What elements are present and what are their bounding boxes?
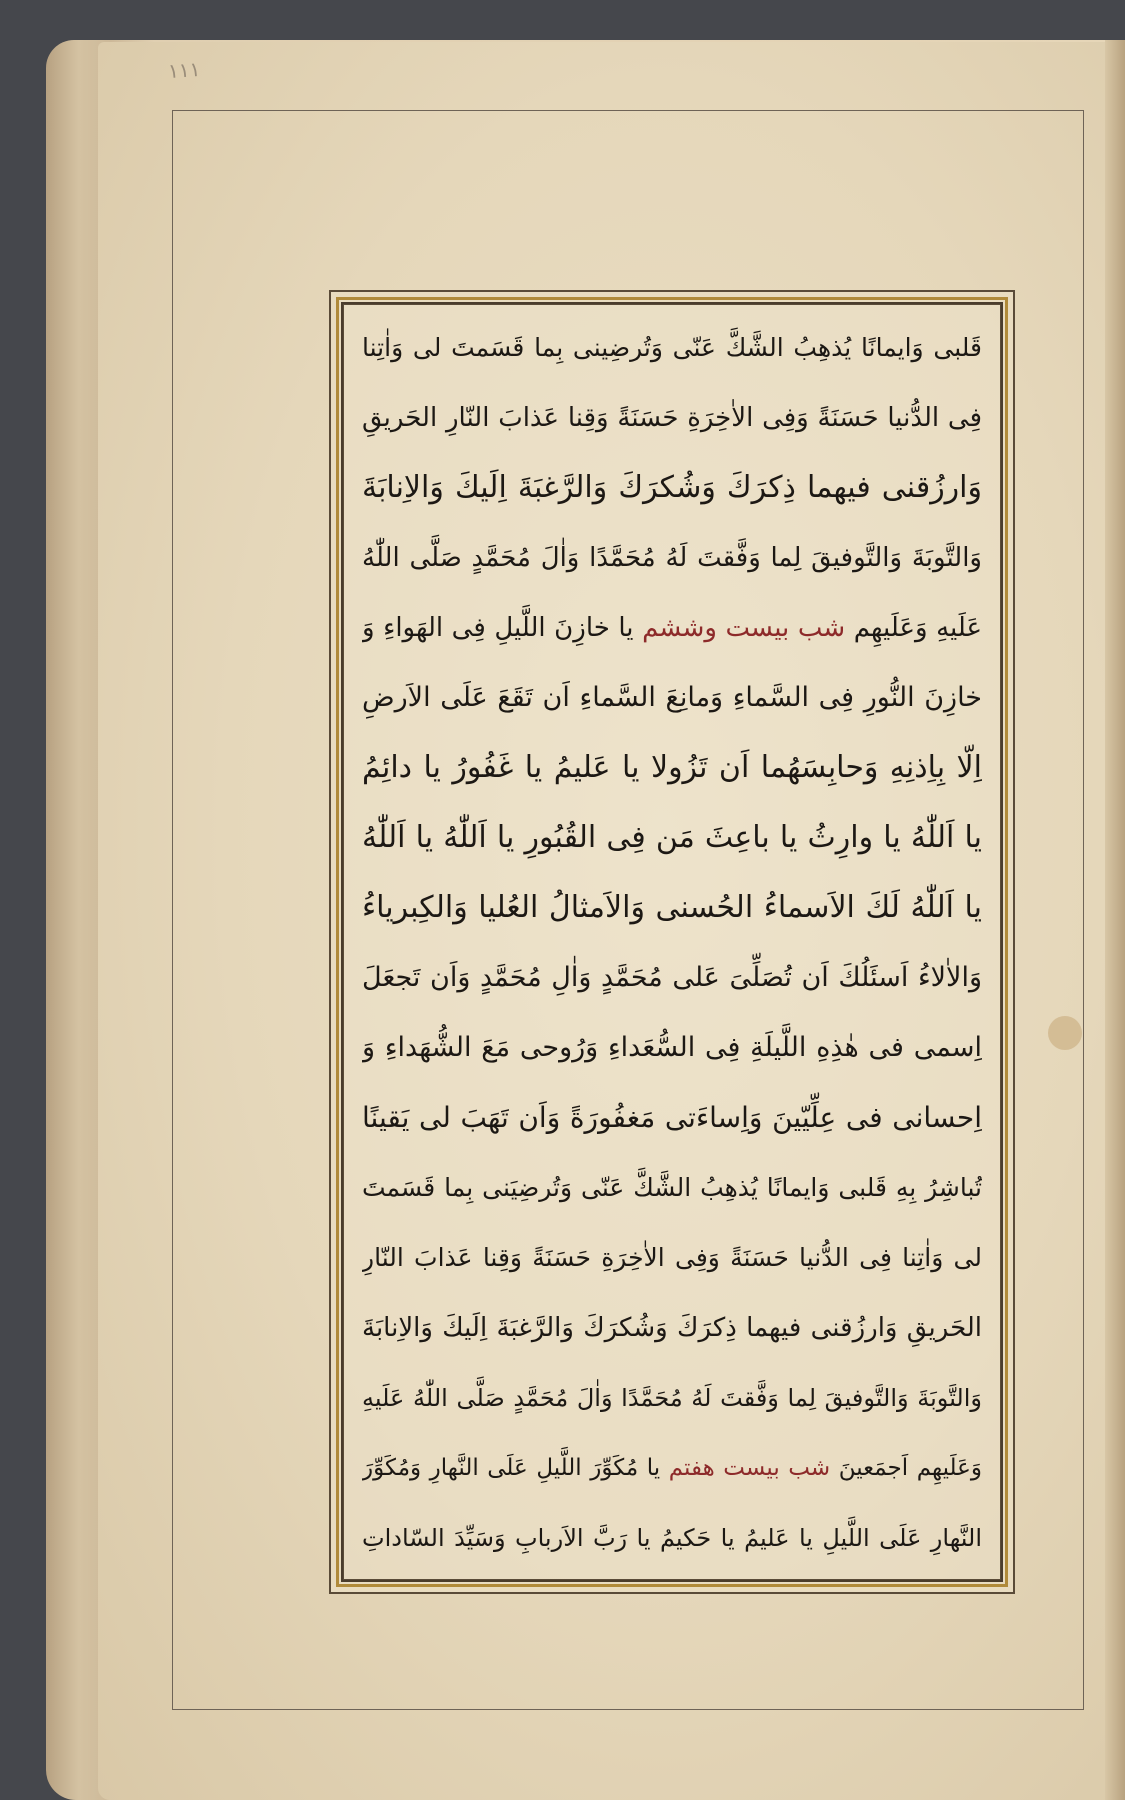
line-text: اِحسانی فی عِلِّیّینَ وَاِساءَتی مَغفُورَةً وَاَن تَهَبَ لی یَقینًا bbox=[362, 1101, 982, 1134]
rubric-heading: شب بیست وششم bbox=[642, 613, 846, 643]
text-frame-inner bbox=[343, 304, 1001, 1580]
text-line-3 bbox=[362, 455, 982, 521]
text-line-17 bbox=[362, 1435, 982, 1501]
line-text: اِسمی فی هٰذِهِ اللَّیلَةِ فِی السُّعَداءِ وَرُوحی مَعَ الشُّهَداءِ وَ bbox=[362, 1032, 982, 1063]
line-text: وَالتَّوبَةَ وَالتَّوفیقَ لِما وَفَّقتَ لَهُ مُحَمَّدًا وَاٰلَ مُحَمَّدٍ صَلَّی اللّٰهُ bbox=[362, 543, 982, 573]
text-line-18 bbox=[362, 1505, 982, 1571]
line-text: الحَریقِ وَارزُقنی فیهما ذِكرَكَ وَشُكرَكَ وَالرَّغبَةَ اِلَیكَ وَالاِنابَةَ bbox=[362, 1313, 982, 1343]
text-line-5 bbox=[362, 595, 982, 661]
text-line-10 bbox=[362, 945, 982, 1011]
book-gutter bbox=[1105, 40, 1125, 1800]
line-text: یا اَللّٰهُ لَكَ الاَسماءُ الحُسنی وَالاَمثالُ العُلیا وَالكِبریاءُ bbox=[362, 890, 982, 925]
manuscript-text bbox=[362, 315, 982, 1571]
line-text: فِی الدُّنیا حَسَنَةً وَفِی الاٰخِرَةِ حَسَنَةً وَقِنا عَذابَ النّارِ الحَریقِ bbox=[362, 403, 982, 433]
line-text: خازِنَ النُّورِ فِی السَّماءِ وَمانِعَ السَّماءِ اَن تَقَعَ عَلَی الاَرضِ bbox=[362, 682, 982, 713]
text-line-2 bbox=[362, 385, 982, 451]
paper-stain bbox=[1048, 1016, 1082, 1050]
line-text: تُباشِرُ بِهِ قَلبی وَایمانًا یُذهِبُ الشَّكَّ عَنّی وَتُرضِیَنی بِما قَسَمتَ bbox=[362, 1173, 982, 1202]
line-text: لی وَاٰتِنا فِی الدُّنیا حَسَنَةً وَفِی الاٰخِرَةِ حَسَنَةً وَقِنا عَذابَ النّارِ bbox=[362, 1243, 982, 1272]
text-line-11 bbox=[362, 1015, 982, 1081]
line-text: اِلّا بِاِذنِهِ وَحابِسَهُما اَن تَزُولا یا عَلیمُ یا غَفُورُ یا دائِمُ bbox=[362, 750, 982, 785]
folio-number: ١١١ bbox=[167, 56, 202, 84]
text-line-14 bbox=[362, 1225, 982, 1291]
line-text: عَلَیهِ وَعَلَیهِم bbox=[853, 613, 982, 643]
text-line-6 bbox=[362, 665, 982, 731]
text-line-12 bbox=[362, 1085, 982, 1151]
line-text: وَارزُقنی فیهما ذِكرَكَ وَشُكرَكَ وَالرَّغبَةَ اِلَیكَ وَالاِنابَةَ bbox=[362, 470, 982, 505]
line-text: وَالاٰلاءُ اَسئَلُكَ اَن تُصَلِّیَ عَلی مُحَمَّدٍ وَاٰلِ مُحَمَّدٍ وَاَن تَجعَلَ bbox=[362, 962, 982, 993]
text-line-15 bbox=[362, 1295, 982, 1361]
text-line-4 bbox=[362, 525, 982, 591]
text-line-7 bbox=[362, 735, 982, 801]
line-text: وَعَلَیهِم اَجمَعینَ bbox=[838, 1455, 982, 1481]
text-line-13 bbox=[362, 1155, 982, 1221]
line-text: یا خازِنَ اللَّیلِ فِی الهَواءِ وَ bbox=[362, 613, 634, 643]
line-text: یا اَللّٰهُ یا وارِثُ یا باعِثَ مَن فِی القُبُورِ یا اَللّٰهُ یا اَللّٰهُ bbox=[362, 820, 982, 855]
text-line-1 bbox=[362, 315, 982, 381]
text-line-8 bbox=[362, 805, 982, 871]
line-text: وَالتَّوبَةَ وَالتَّوفیقَ لِما وَفَّقتَ لَهُ مُحَمَّدًا وَاٰلَ مُحَمَّدٍ صَلَّی اللّٰهُ عَلَیهِ bbox=[362, 1384, 982, 1412]
rubric-heading: شب بیست هفتم bbox=[668, 1455, 831, 1481]
line-text: یا مُكَوِّرَ اللَّیلِ عَلَی النَّهارِ وَمُكَوِّرَ bbox=[362, 1455, 661, 1481]
text-line-9 bbox=[362, 875, 982, 941]
line-text: قَلبی وَایمانًا یُذهِبُ الشَّكَّ عَنّی وَتُرضِینی بِما قَسَمتَ لی وَاٰتِنا bbox=[362, 333, 982, 362]
line-text: النَّهارِ عَلَی اللَّیلِ یا عَلیمُ یا حَكیمُ یا رَبَّ الاَربابِ وَسَیِّدَ السّاداتِ bbox=[362, 1524, 982, 1552]
text-line-16 bbox=[362, 1365, 982, 1431]
text-frame bbox=[329, 290, 1015, 1594]
